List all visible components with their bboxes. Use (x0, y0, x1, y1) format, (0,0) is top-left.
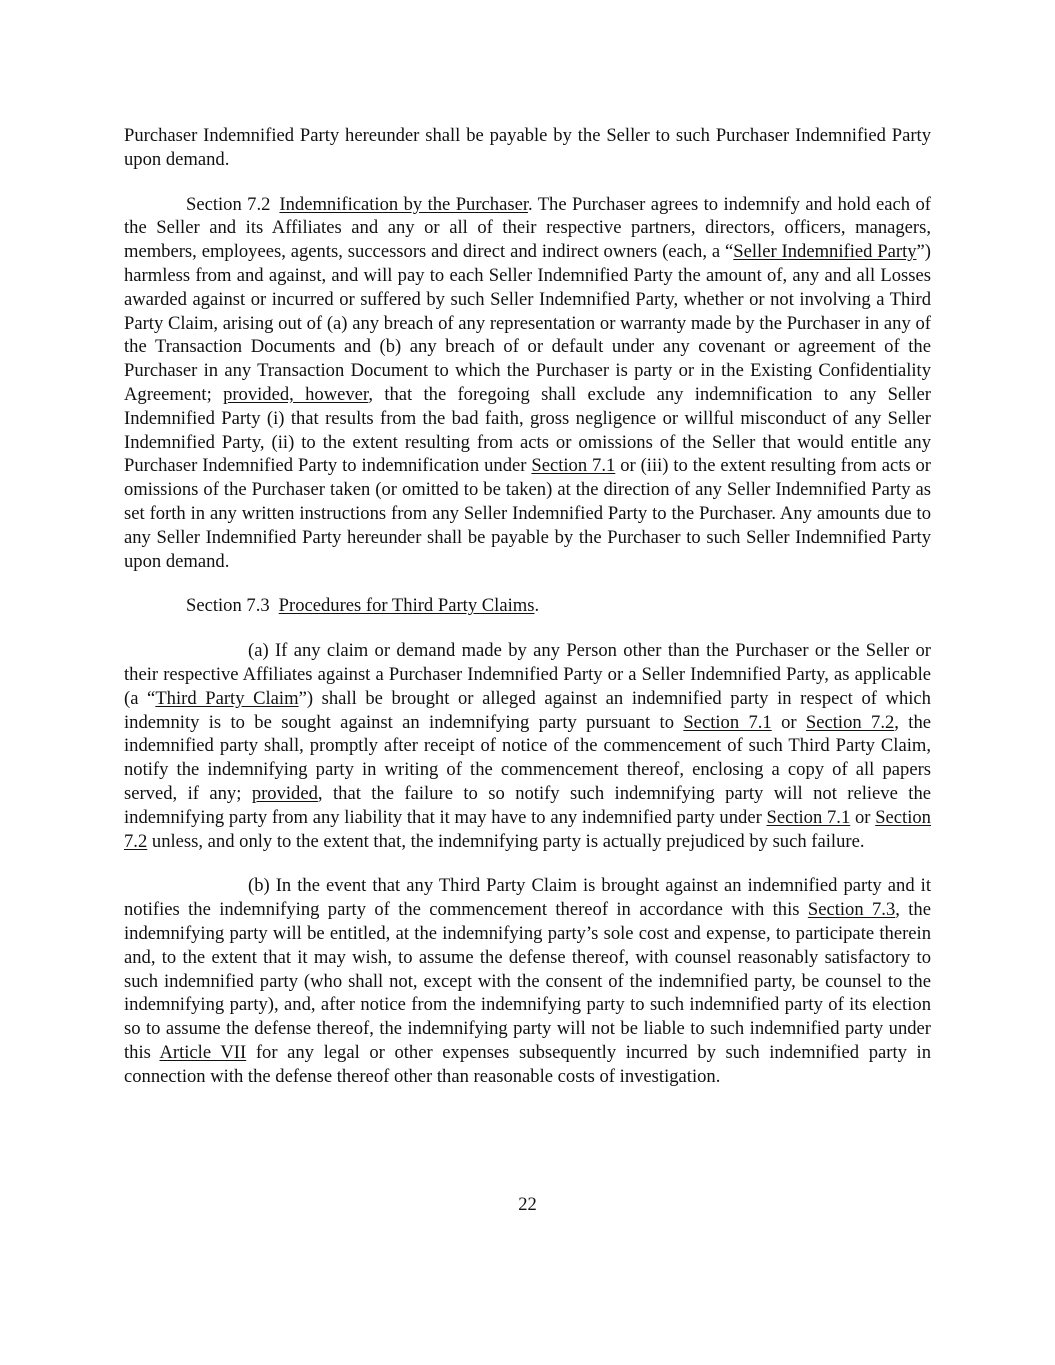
text-run: or (iii) to the extent resulting from acts or omissions of the Purchaser taken (or omitted to be taken) at the direction of any Seller Indemnified Party as set forth in any written instructions from any Seller Indemnified Party to the Purchaser. Any amounts due to any Seller Indemnified Party hereunder shall be payable by the Purchaser to such Seller Indemnified Party upon demand. (124, 455, 931, 572)
cross-reference: Article VII (159, 1041, 247, 1063)
text-run: , that the failure to so notify such indemnifying party will not relieve the indemnifying party from any liability that it may have to any indemnified party under (124, 782, 931, 828)
text-run: or (771, 711, 806, 733)
section-7-2-paragraph (124, 193, 931, 574)
cross-reference: Section 7.2 (124, 806, 931, 852)
subsection-a-paragraph (124, 639, 931, 853)
section-number: Section 7.2 (186, 193, 271, 215)
section-7-3-heading (124, 594, 931, 618)
text-run: unless, and only to the extent that, the indemnifying party is actually prejudiced by such failure. (147, 830, 865, 852)
section-heading: Procedures for Third Party Claims (278, 595, 535, 617)
text-run: for any legal or other expenses subsequently incurred by such indemnified party in connection with the defense thereof other than reasonable costs of investigation. (124, 1041, 931, 1087)
text-run: , the indemnified party shall, promptly after receipt of notice of the commencement of such Third Party Claim, notify the indemnifying party in writing of the commencement thereof, enclosing a copy of all papers served, if any; (124, 711, 931, 804)
text-run: Purchaser Indemnified Party hereunder shall be payable by the Seller to such Purchaser Indemnified Party upon demand. (124, 125, 931, 170)
page-number: 22 (518, 1194, 537, 1215)
defined-term: Seller Indemnified Party (733, 241, 917, 263)
cross-reference: Section 7.1 (531, 455, 616, 477)
text-run: . The Purchaser agrees to indemnify and hold each of the Seller and its Affiliates and any or all of their respective partners, directors, officers, managers, members, employees, agents, successors and direct and indirect owners (each, a “ (124, 193, 931, 263)
document-page (124, 124, 931, 1109)
text-run: (b) In the event that any Third Party Claim is brought against an indemnified party and it notifies the indemnifying party of the commencement thereof in accordance with this (124, 875, 931, 921)
text-run: , the indemnifying party will be entitled, at the indemnifying party’s sole cost and expense, to participate therein and, to the extent that it may wish, to assume the defense thereof, with counsel reasonably satisfactory to such indemnified party (who shall not, except with the consent of the indemnified party, be counsel to the indemnifying party), and, after notice from the indemnifying party to such indemnified party of its election so to assume the defense thereof, the indemnifying party will not be liable to such indemnified party under this (124, 899, 931, 1063)
cross-reference: Section 7.1 (766, 806, 851, 828)
paragraph-continuation (124, 124, 931, 172)
text-run: (a) If any claim or demand made by any Person other than the Purchaser or the Seller or their respective Affiliates against a Purchaser Indemnified Party or a Seller Indemnified Party, as applicable (a “ (124, 640, 931, 709)
text-run: ”) shall be brought or alleged against an indemnified party in respect of which indemnity is to be sought against an indemnifying party pursuant to (124, 687, 931, 733)
cross-reference: Section 7.1 (683, 711, 772, 733)
subsection-b-paragraph (124, 874, 931, 1088)
text-run: or (850, 806, 876, 828)
text-run: ”) harmless from and against, and will pay to each Seller Indemnified Party the amount of, any and all Losses awarded against or incurred or suffered by such Seller Indemnified Party, whether or not involving a Third Party Claim, arising out of (a) any breach of any representation or warranty made by the Purchaser in any of the Transaction Documents and (b) any breach of or default under any covenant or agreement of the Purchaser in any Transaction Document to which the Purchaser is party or in the Existing Confidentiality Agreement; (124, 241, 931, 405)
section-heading: Indemnification by the Purchaser (279, 193, 528, 215)
text-run: . (534, 595, 540, 617)
proviso-term: provided (251, 782, 318, 804)
defined-term: Third Party Claim (155, 687, 299, 709)
section-number: Section 7.3 (186, 595, 270, 617)
text-run: , that the foregoing shall exclude any indemnification to any Seller Indemnified Party (i) that results from the bad faith, gross negligence or willful misconduct of any Seller Indemnified Party, (ii) to the extent resulting from acts or omissions of the Seller that would entitle any Purchaser Indemnified Party to indemnification under (124, 383, 931, 477)
cross-reference: Section 7.3 (807, 899, 896, 921)
cross-reference: Section 7.2 (805, 711, 895, 733)
proviso-term: provided, however (223, 383, 369, 405)
